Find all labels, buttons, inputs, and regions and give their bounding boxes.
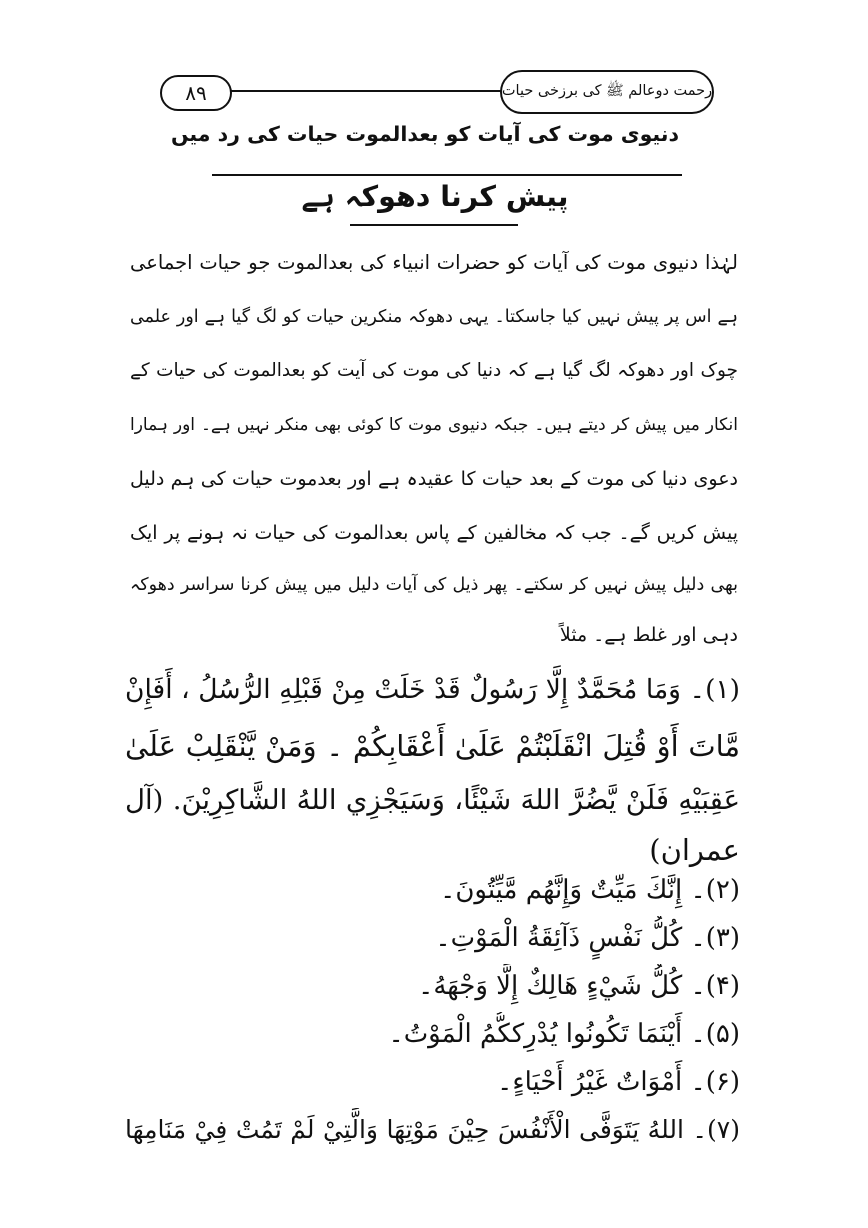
verse-5: (۵)۔ أَيْنَمَا تَكُونُوا يُدْرِككُّمُ الْمَوْتُ۔ <box>388 1019 740 1049</box>
paragraph-line: پیش کریں گے۔ جب کہ مخالفین کے پاس بعدالموت کی حیات نہ ہونے پر ایک <box>130 522 738 544</box>
section-heading-underline-2 <box>350 224 518 226</box>
paragraph-line: چوک اور دھوکہ لگ گیا ہے کہ دنیا کی موت کی آیت کو بعدالموت کی حیات کے <box>130 360 738 381</box>
running-title: رحمت دوعالم ﷺ کی برزخی حیات <box>500 70 714 114</box>
verse-3: (۳)۔ كُلُّ نَفْسٍ ذَآئِقَةُ الْمَوْتِ۔ <box>435 923 740 953</box>
page-number: ۸۹ <box>160 75 232 111</box>
paragraph-line: بھی دلیل پیش نہیں کر سکتے۔ پھر ذیل کی آیات دلیل میں پیش کرنا سراسر دھوکہ <box>130 575 738 595</box>
verse-1-line: عمران) <box>649 833 740 867</box>
verse-7: (۷)۔ اللهُ يَتَوَفَّى الْأَنْفُسَ حِيْنَ مَوْتِهَا وَالَّتِيْ لَمْ تَمُتْ فِيْ مَنَامِهَا <box>125 1115 740 1144</box>
paragraph-line: دہی اور غلط ہے۔ مثلاً <box>559 624 738 646</box>
verse-1-line: مَّاتَ أَوْ قُتِلَ انْقَلَبْتُمْ عَلَىٰ أَعْقَابِكُمْ ۔ وَمَنْ يَّنْقَلِبْ عَلَىٰ <box>125 729 740 763</box>
section-heading-line-1: دنیوی موت کی آیات کو بعدالموت حیات کی رد میں <box>170 122 680 146</box>
verse-1-line: عَقِبَيْهِ فَلَنْ يَّضُرَّ اللهَ شَيْئًا، وَسَيَجْزِي اللهُ الشَّاكِرِيْنَ. (آل <box>125 784 740 816</box>
section-heading-line-2: پیش کرنا دھوکہ ہے <box>301 180 569 213</box>
paragraph-line: ہے اس پر پیش نہیں کیا جاسکتا۔ یہی دھوکہ منکرین حیات کو لگ گیا ہے اور علمی <box>130 307 738 327</box>
paragraph-line: لہٰذا دنیوی موت کی آیات کو حضرات انبیاء کی بعدالموت جو حیات اجماعی <box>130 251 738 274</box>
header-rule <box>195 90 525 92</box>
verse-6: (۶)۔ أَمْوَاتٌ غَيْرُ أَحْيَاءٍ۔ <box>497 1067 740 1097</box>
verse-4: (۴)۔ كُلُّ شَيْءٍ هَالِكٌ إِلَّا وَجْهَهُ۔ <box>418 971 740 1001</box>
section-heading-underline-1 <box>212 174 682 176</box>
verse-2: (۲)۔ إِنَّكَ مَيِّتٌ وَإِنَّهُم مَّيِّتُونَ۔ <box>440 875 740 905</box>
verse-1-line: (۱)۔ وَمَا مُحَمَّدٌ إِلَّا رَسُولٌ قَدْ خَلَتْ مِنْ قَبْلِهِ الرُّسُلُ ، أَفَإِنْ <box>125 674 740 705</box>
paragraph-line: دعوی دنیا کی موت کے بعد حیات کا عقیدہ ہے اور بعدموت حیات کی ہم دلیل <box>130 468 738 490</box>
paragraph-line: انکار میں پیش کر دیتے ہیں۔ جبکہ دنیوی موت کا کوئی بھی منکر نہیں ہے۔ اور ہمارا <box>130 415 738 435</box>
